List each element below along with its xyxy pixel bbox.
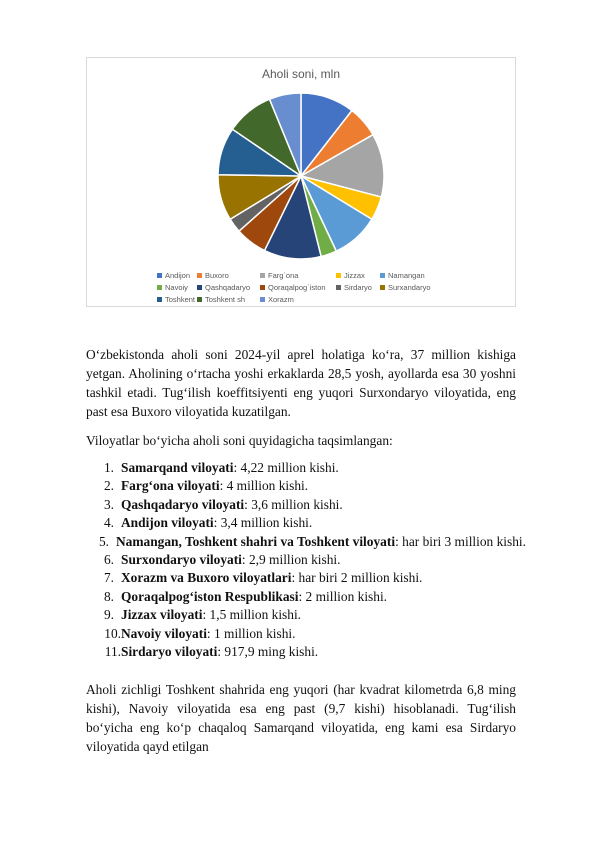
list-item: [86, 569, 526, 587]
region-name: Xorazm va Buxoro viloyatlari: [121, 570, 292, 586]
region-population-list: [86, 459, 526, 661]
list-number: 1.: [103, 460, 114, 475]
list-item: [86, 625, 526, 643]
legend-label: Farg`ona: [268, 271, 299, 280]
population-value: : 2 million kishi.: [298, 588, 388, 604]
list-number: 2.: [103, 478, 114, 494]
legend-swatch: [336, 285, 341, 290]
legend-swatch: [380, 285, 385, 290]
region-name: Andijon viloyati: [121, 515, 214, 531]
legend-label: Xorazm: [268, 295, 294, 304]
population-value: : 4,22 million kishi.: [233, 460, 339, 475]
list-number: 3.: [103, 496, 114, 512]
list-number: 11.: [104, 643, 121, 659]
list-number: 7.: [103, 570, 114, 586]
legend-label: Namangan: [388, 271, 425, 280]
legend-item: [380, 283, 450, 292]
legend-item: [197, 295, 260, 304]
list-number: 6.: [103, 551, 114, 567]
legend-item: [157, 295, 197, 304]
legend-swatch: [336, 273, 341, 278]
list-intro-paragraph: Viloyatlar bo‘yicha aholi soni quyidagicha taqsimlangan:: [86, 433, 393, 448]
region-name: Navoiy viloyati: [121, 625, 207, 641]
legend-item: [157, 271, 197, 280]
list-item-text: [121, 459, 339, 477]
legend-item: [197, 271, 260, 280]
density-paragraph: Aholi zichligi Toshkent shahrida eng yuqori (har kvadrat kilometrda 6,8 ming kishi), Navoiy viloyatida esa eng past (9,7 kishi) hisoblanadi. Tug‘ilish bo‘yicha eng ko‘p chaqaloq Samarqand viloyatida, eng kami esa Sirdaryo viloyatida qayd etilgan: [86, 682, 516, 754]
list-item-text: [121, 514, 312, 532]
list-item-text: [121, 588, 387, 606]
legend-item: [157, 283, 197, 292]
legend-item: [260, 295, 336, 304]
legend-label: Toshkent sh: [205, 295, 246, 304]
list-item: [86, 533, 526, 551]
list-item: [86, 477, 526, 495]
list-item-text: [121, 643, 318, 661]
list-number: 9.: [103, 607, 114, 623]
population-value: : 4 million kishi.: [219, 478, 309, 494]
intro-paragraph: O‘zbekistonda aholi soni 2024-yil aprel holatiga ko‘ra, 37 million kishiga yetgan. Aholining o‘rtacha yoshi erkaklarda 28,5 yosh, ayollarda esa 30 yoshni tashkil etadi. Tug‘ilish koeffitsiyenti eng yuqori Surxondaryo viloyatida, eng past esa Buxoro viloyatida kuzatilgan.: [86, 347, 516, 419]
legend-swatch: [157, 285, 162, 290]
pie-chart: [86, 57, 516, 307]
population-value: : 1 million kishi.: [206, 625, 296, 641]
region-name: Samarqand viloyati: [121, 460, 234, 475]
list-item-text: [116, 533, 526, 551]
region-name: Surxondaryo viloyati: [121, 551, 242, 567]
legend-label: Toshkent: [165, 295, 196, 304]
list-item: [86, 643, 526, 661]
chart-legend: [157, 271, 507, 304]
population-value: : 1,5 million kishi.: [202, 607, 302, 623]
list-item: [86, 496, 526, 514]
legend-item: [336, 271, 380, 280]
list-number: 5.: [98, 533, 109, 549]
region-name: Farg‘ona viloyati: [121, 478, 220, 494]
list-item-text: [121, 477, 308, 495]
region-name: Qashqadaryo viloyati: [121, 496, 245, 512]
legend-swatch: [260, 273, 265, 278]
legend-item: [260, 283, 336, 292]
legend-label: Jizzax: [344, 271, 365, 280]
population-value: : 3,4 million kishi.: [213, 515, 313, 531]
legend-label: Surxandaryo: [388, 283, 431, 292]
list-item: [86, 459, 526, 477]
population-value: : 2,9 million kishi.: [241, 551, 341, 567]
legend-swatch: [157, 273, 162, 278]
list-item-text: [121, 625, 295, 643]
list-item: [86, 588, 526, 606]
list-number: 8.: [103, 588, 114, 604]
list-item-text: [121, 496, 343, 514]
region-name: Sirdaryo viloyati: [121, 643, 218, 659]
list-item: [86, 606, 526, 624]
legend-item: [336, 283, 380, 292]
legend-label: Buxoro: [205, 271, 229, 280]
list-number: 4.: [103, 515, 114, 531]
list-item: [86, 551, 526, 569]
legend-label: Qashqadaryo: [205, 283, 251, 292]
legend-swatch: [157, 297, 162, 302]
region-name: Namangan, Toshkent shahri va Toshkent viloyati: [115, 533, 396, 549]
legend-item: [260, 271, 336, 280]
legend-swatch: [197, 285, 202, 290]
legend-swatch: [197, 297, 202, 302]
legend-swatch: [197, 273, 202, 278]
list-item-text: [121, 551, 341, 569]
legend-label: Navoiy: [165, 283, 188, 292]
region-name: Jizzax viloyati: [121, 607, 203, 623]
region-name: Qoraqalpog‘iston Respublikasi: [121, 588, 299, 604]
population-value: : har biri 2 million kishi.: [291, 570, 423, 586]
legend-item: [197, 283, 260, 292]
list-item: [86, 514, 526, 532]
legend-swatch: [380, 273, 385, 278]
legend-label: Sirdaryo: [344, 283, 372, 292]
population-value: : 3,6 million kishi.: [244, 496, 343, 512]
list-item-text: [121, 569, 422, 587]
legend-label: Andijon: [165, 271, 191, 280]
list-number: 10.: [104, 625, 121, 641]
legend-swatch: [260, 285, 265, 290]
population-value: : 917,9 ming kishi.: [217, 643, 319, 659]
legend-label: Qoraqalpog`iston: [268, 283, 326, 292]
legend-item: [380, 271, 450, 280]
legend-swatch: [260, 297, 265, 302]
population-value: : har biri 3 million kishi.: [395, 533, 526, 549]
chart-title: Aholi soni, mln: [261, 67, 341, 81]
list-item-text: [121, 606, 301, 624]
